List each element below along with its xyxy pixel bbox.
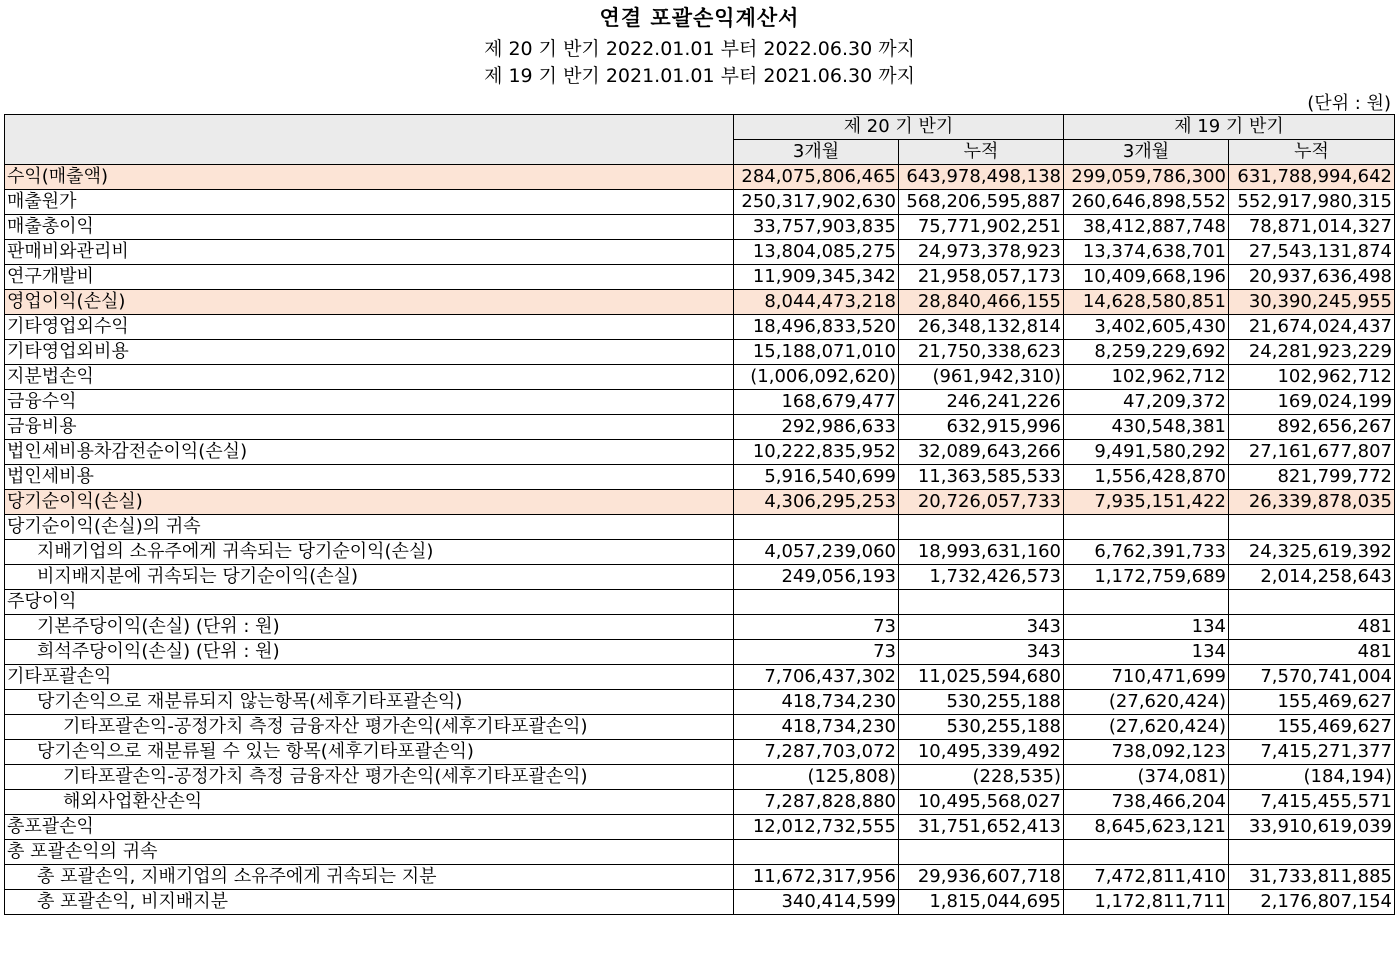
row-label: 총 포괄손익, 비지배지분	[5, 890, 734, 915]
current-cumulative-value: 643,978,498,138	[899, 165, 1064, 190]
prior-cumulative-value: 26,339,878,035	[1229, 490, 1395, 515]
table-row	[5, 340, 1395, 365]
current-3month-value: 13,804,085,275	[734, 240, 899, 265]
prior-3month-value: 430,548,381	[1064, 415, 1229, 440]
row-label: 연구개발비	[5, 265, 734, 290]
row-label: 주당이익	[5, 590, 734, 615]
prior-cumulative-value: 24,325,619,392	[1229, 540, 1395, 565]
prior-cumulative-value: 7,415,271,377	[1229, 740, 1395, 765]
prior-cumulative-value: (184,194)	[1229, 765, 1395, 790]
current-cumulative-value: 21,750,338,623	[899, 340, 1064, 365]
prior-cumulative-value: 552,917,980,315	[1229, 190, 1395, 215]
prior-3month-value: 260,646,898,552	[1064, 190, 1229, 215]
row-label: 해외사업환산손익	[5, 790, 734, 815]
current-3month-value: 33,757,903,835	[734, 215, 899, 240]
table-row	[5, 415, 1395, 440]
prior-3month-value: 47,209,372	[1064, 390, 1229, 415]
row-label: 금융수익	[5, 390, 734, 415]
prior-cumulative-value: 7,570,741,004	[1229, 665, 1395, 690]
current-3month-value	[734, 590, 899, 615]
row-label: 당기손익으로 재분류될 수 있는 항목(세후기타포괄손익)	[5, 740, 734, 765]
current-cumulative-value	[899, 515, 1064, 540]
current-cumulative-value: (228,535)	[899, 765, 1064, 790]
prior-3month-value	[1064, 515, 1229, 540]
table-row	[5, 515, 1395, 540]
prior-cumulative-value: 821,799,772	[1229, 465, 1395, 490]
current-3month-value: (125,808)	[734, 765, 899, 790]
current-cumulative-value: 568,206,595,887	[899, 190, 1064, 215]
prior-3month-value: 14,628,580,851	[1064, 290, 1229, 315]
prior-cumulative-value: 31,733,811,885	[1229, 865, 1395, 890]
statement-title: 연결 포괄손익계산서	[599, 6, 800, 30]
period-prior: 제 19 기 반기 2021.01.01 부터 2021.06.30 까지	[484, 65, 915, 87]
prior-cumulative-value: 169,024,199	[1229, 390, 1395, 415]
current-cumulative-value: 31,751,652,413	[899, 815, 1064, 840]
table-row	[5, 690, 1395, 715]
current-3month-value: 418,734,230	[734, 715, 899, 740]
current-cumulative-value: 1,732,426,573	[899, 565, 1064, 590]
prior-3month-value: 10,409,668,196	[1064, 265, 1229, 290]
row-label: 금융비용	[5, 415, 734, 440]
prior-cumulative-value: 892,656,267	[1229, 415, 1395, 440]
current-cumulative-value: 10,495,568,027	[899, 790, 1064, 815]
prior-cumulative-value: 481	[1229, 615, 1395, 640]
current-3month-value: 18,496,833,520	[734, 315, 899, 340]
row-label: 영업이익(손실)	[5, 290, 734, 315]
prior-3month-value: (27,620,424)	[1064, 690, 1229, 715]
prior-3month-value: 13,374,638,701	[1064, 240, 1229, 265]
period-current: 제 20 기 반기 2022.01.01 부터 2022.06.30 까지	[484, 38, 915, 60]
table-row	[5, 190, 1395, 215]
table-row	[5, 290, 1395, 315]
current-cumulative-value: 246,241,226	[899, 390, 1064, 415]
current-3month-value	[734, 515, 899, 540]
row-label: 매출총이익	[5, 215, 734, 240]
current-3month-value: 12,012,732,555	[734, 815, 899, 840]
current-3month-value: 250,317,902,630	[734, 190, 899, 215]
current-3month-value: 292,986,633	[734, 415, 899, 440]
prior-cumulative-value: 24,281,923,229	[1229, 340, 1395, 365]
row-label: 기타영업외수익	[5, 315, 734, 340]
current-3month-value: 7,287,828,880	[734, 790, 899, 815]
table-row	[5, 590, 1395, 615]
header-current-period: 제 20 기 반기	[734, 115, 1064, 140]
row-label: 매출원가	[5, 190, 734, 215]
current-cumulative-value: 32,089,643,266	[899, 440, 1064, 465]
current-3month-value: 73	[734, 640, 899, 665]
prior-cumulative-value: 27,543,131,874	[1229, 240, 1395, 265]
prior-3month-value: 1,172,811,711	[1064, 890, 1229, 915]
prior-cumulative-value	[1229, 840, 1395, 865]
current-3month-value: 168,679,477	[734, 390, 899, 415]
prior-cumulative-value: 2,014,258,643	[1229, 565, 1395, 590]
current-cumulative-value: 530,255,188	[899, 715, 1064, 740]
row-label: 당기손익으로 재분류되지 않는항목(세후기타포괄손익)	[5, 690, 734, 715]
prior-3month-value	[1064, 840, 1229, 865]
prior-3month-value: 38,412,887,748	[1064, 215, 1229, 240]
table-row	[5, 840, 1395, 865]
income-statement-table	[4, 114, 1395, 915]
table-row	[5, 890, 1395, 915]
table-row	[5, 540, 1395, 565]
prior-cumulative-value: 102,962,712	[1229, 365, 1395, 390]
current-cumulative-value: 28,840,466,155	[899, 290, 1064, 315]
table-row	[5, 665, 1395, 690]
row-label: 판매비와관리비	[5, 240, 734, 265]
current-cumulative-value: 18,993,631,160	[899, 540, 1064, 565]
prior-cumulative-value: 631,788,994,642	[1229, 165, 1395, 190]
prior-3month-value: 299,059,786,300	[1064, 165, 1229, 190]
row-label: 법인세비용차감전순이익(손실)	[5, 440, 734, 465]
current-cumulative-value: 24,973,378,923	[899, 240, 1064, 265]
header-prior-3month: 3개월	[1064, 140, 1229, 165]
prior-cumulative-value: 27,161,677,807	[1229, 440, 1395, 465]
current-3month-value: 15,188,071,010	[734, 340, 899, 365]
table-row	[5, 365, 1395, 390]
row-label: 기타포괄손익-공정가치 측정 금융자산 평가손익(세후기타포괄손익)	[5, 765, 734, 790]
prior-cumulative-value: 481	[1229, 640, 1395, 665]
current-3month-value: 7,287,703,072	[734, 740, 899, 765]
table-row	[5, 315, 1395, 340]
table-row	[5, 240, 1395, 265]
unit-label: (단위 : 원)	[1307, 93, 1391, 114]
table-body	[5, 165, 1395, 915]
table-row	[5, 440, 1395, 465]
header-row-period	[5, 115, 1395, 140]
prior-cumulative-value: 33,910,619,039	[1229, 815, 1395, 840]
table-row	[5, 740, 1395, 765]
current-3month-value: 418,734,230	[734, 690, 899, 715]
header-prior-period: 제 19 기 반기	[1064, 115, 1395, 140]
current-3month-value: 10,222,835,952	[734, 440, 899, 465]
prior-3month-value: 134	[1064, 615, 1229, 640]
prior-3month-value	[1064, 590, 1229, 615]
prior-3month-value: (27,620,424)	[1064, 715, 1229, 740]
current-3month-value: 11,672,317,956	[734, 865, 899, 890]
row-label: 법인세비용	[5, 465, 734, 490]
current-cumulative-value: 343	[899, 615, 1064, 640]
prior-cumulative-value: 20,937,636,498	[1229, 265, 1395, 290]
prior-3month-value: 738,466,204	[1064, 790, 1229, 815]
prior-3month-value: 710,471,699	[1064, 665, 1229, 690]
table-row	[5, 390, 1395, 415]
header-current-3month: 3개월	[734, 140, 899, 165]
current-3month-value: 4,306,295,253	[734, 490, 899, 515]
table-row	[5, 265, 1395, 290]
current-3month-value: 8,044,473,218	[734, 290, 899, 315]
prior-3month-value: 134	[1064, 640, 1229, 665]
current-cumulative-value: 29,936,607,718	[899, 865, 1064, 890]
prior-cumulative-value: 78,871,014,327	[1229, 215, 1395, 240]
row-label: 기타포괄손익-공정가치 측정 금융자산 평가손익(세후기타포괄손익)	[5, 715, 734, 740]
prior-cumulative-value: 21,674,024,437	[1229, 315, 1395, 340]
prior-3month-value: 6,762,391,733	[1064, 540, 1229, 565]
row-label: 지분법손익	[5, 365, 734, 390]
current-3month-value: 7,706,437,302	[734, 665, 899, 690]
current-3month-value: 11,909,345,342	[734, 265, 899, 290]
prior-cumulative-value	[1229, 590, 1395, 615]
prior-cumulative-value: 7,415,455,571	[1229, 790, 1395, 815]
current-cumulative-value: 11,025,594,680	[899, 665, 1064, 690]
current-3month-value: (1,006,092,620)	[734, 365, 899, 390]
row-label: 기타포괄손익	[5, 665, 734, 690]
current-cumulative-value: 632,915,996	[899, 415, 1064, 440]
row-label: 비지배지분에 귀속되는 당기순이익(손실)	[5, 565, 734, 590]
table-row	[5, 490, 1395, 515]
row-label: 총포괄손익	[5, 815, 734, 840]
current-cumulative-value	[899, 590, 1064, 615]
row-label: 희석주당이익(손실) (단위 : 원)	[5, 640, 734, 665]
row-label: 기타영업외비용	[5, 340, 734, 365]
current-cumulative-value: 20,726,057,733	[899, 490, 1064, 515]
table-row	[5, 765, 1395, 790]
header-current-cumulative: 누적	[899, 140, 1064, 165]
prior-3month-value: 1,172,759,689	[1064, 565, 1229, 590]
prior-3month-value: 8,259,229,692	[1064, 340, 1229, 365]
current-cumulative-value: 1,815,044,695	[899, 890, 1064, 915]
current-3month-value: 284,075,806,465	[734, 165, 899, 190]
current-cumulative-value	[899, 840, 1064, 865]
current-cumulative-value: (961,942,310)	[899, 365, 1064, 390]
prior-cumulative-value: 155,469,627	[1229, 715, 1395, 740]
row-label: 총 포괄손익의 귀속	[5, 840, 734, 865]
prior-3month-value: 1,556,428,870	[1064, 465, 1229, 490]
prior-3month-value: 9,491,580,292	[1064, 440, 1229, 465]
prior-3month-value: 3,402,605,430	[1064, 315, 1229, 340]
prior-3month-value: 7,472,811,410	[1064, 865, 1229, 890]
current-cumulative-value: 21,958,057,173	[899, 265, 1064, 290]
current-3month-value: 5,916,540,699	[734, 465, 899, 490]
prior-cumulative-value: 30,390,245,955	[1229, 290, 1395, 315]
current-cumulative-value: 75,771,902,251	[899, 215, 1064, 240]
row-label: 총 포괄손익, 지배기업의 소유주에게 귀속되는 지분	[5, 865, 734, 890]
table-row	[5, 815, 1395, 840]
table-row	[5, 215, 1395, 240]
prior-cumulative-value: 155,469,627	[1229, 690, 1395, 715]
row-label: 수익(매출액)	[5, 165, 734, 190]
table-row	[5, 565, 1395, 590]
current-cumulative-value: 26,348,132,814	[899, 315, 1064, 340]
prior-3month-value: 8,645,623,121	[1064, 815, 1229, 840]
header-corner	[5, 115, 734, 165]
table-row	[5, 790, 1395, 815]
row-label: 당기순이익(손실)	[5, 490, 734, 515]
prior-3month-value: 7,935,151,422	[1064, 490, 1229, 515]
current-cumulative-value: 530,255,188	[899, 690, 1064, 715]
prior-3month-value: 102,962,712	[1064, 365, 1229, 390]
table-row	[5, 640, 1395, 665]
prior-cumulative-value: 2,176,807,154	[1229, 890, 1395, 915]
current-cumulative-value: 10,495,339,492	[899, 740, 1064, 765]
current-cumulative-value: 11,363,585,533	[899, 465, 1064, 490]
table-row	[5, 615, 1395, 640]
current-3month-value: 249,056,193	[734, 565, 899, 590]
current-3month-value: 340,414,599	[734, 890, 899, 915]
current-3month-value: 73	[734, 615, 899, 640]
row-label: 지배기업의 소유주에게 귀속되는 당기순이익(손실)	[5, 540, 734, 565]
header-prior-cumulative: 누적	[1229, 140, 1395, 165]
table-row	[5, 715, 1395, 740]
table-row	[5, 165, 1395, 190]
row-label: 당기순이익(손실)의 귀속	[5, 515, 734, 540]
prior-cumulative-value	[1229, 515, 1395, 540]
table-row	[5, 865, 1395, 890]
current-3month-value	[734, 840, 899, 865]
row-label: 기본주당이익(손실) (단위 : 원)	[5, 615, 734, 640]
prior-3month-value: 738,092,123	[1064, 740, 1229, 765]
prior-3month-value: (374,081)	[1064, 765, 1229, 790]
table-row	[5, 465, 1395, 490]
current-3month-value: 4,057,239,060	[734, 540, 899, 565]
current-cumulative-value: 343	[899, 640, 1064, 665]
